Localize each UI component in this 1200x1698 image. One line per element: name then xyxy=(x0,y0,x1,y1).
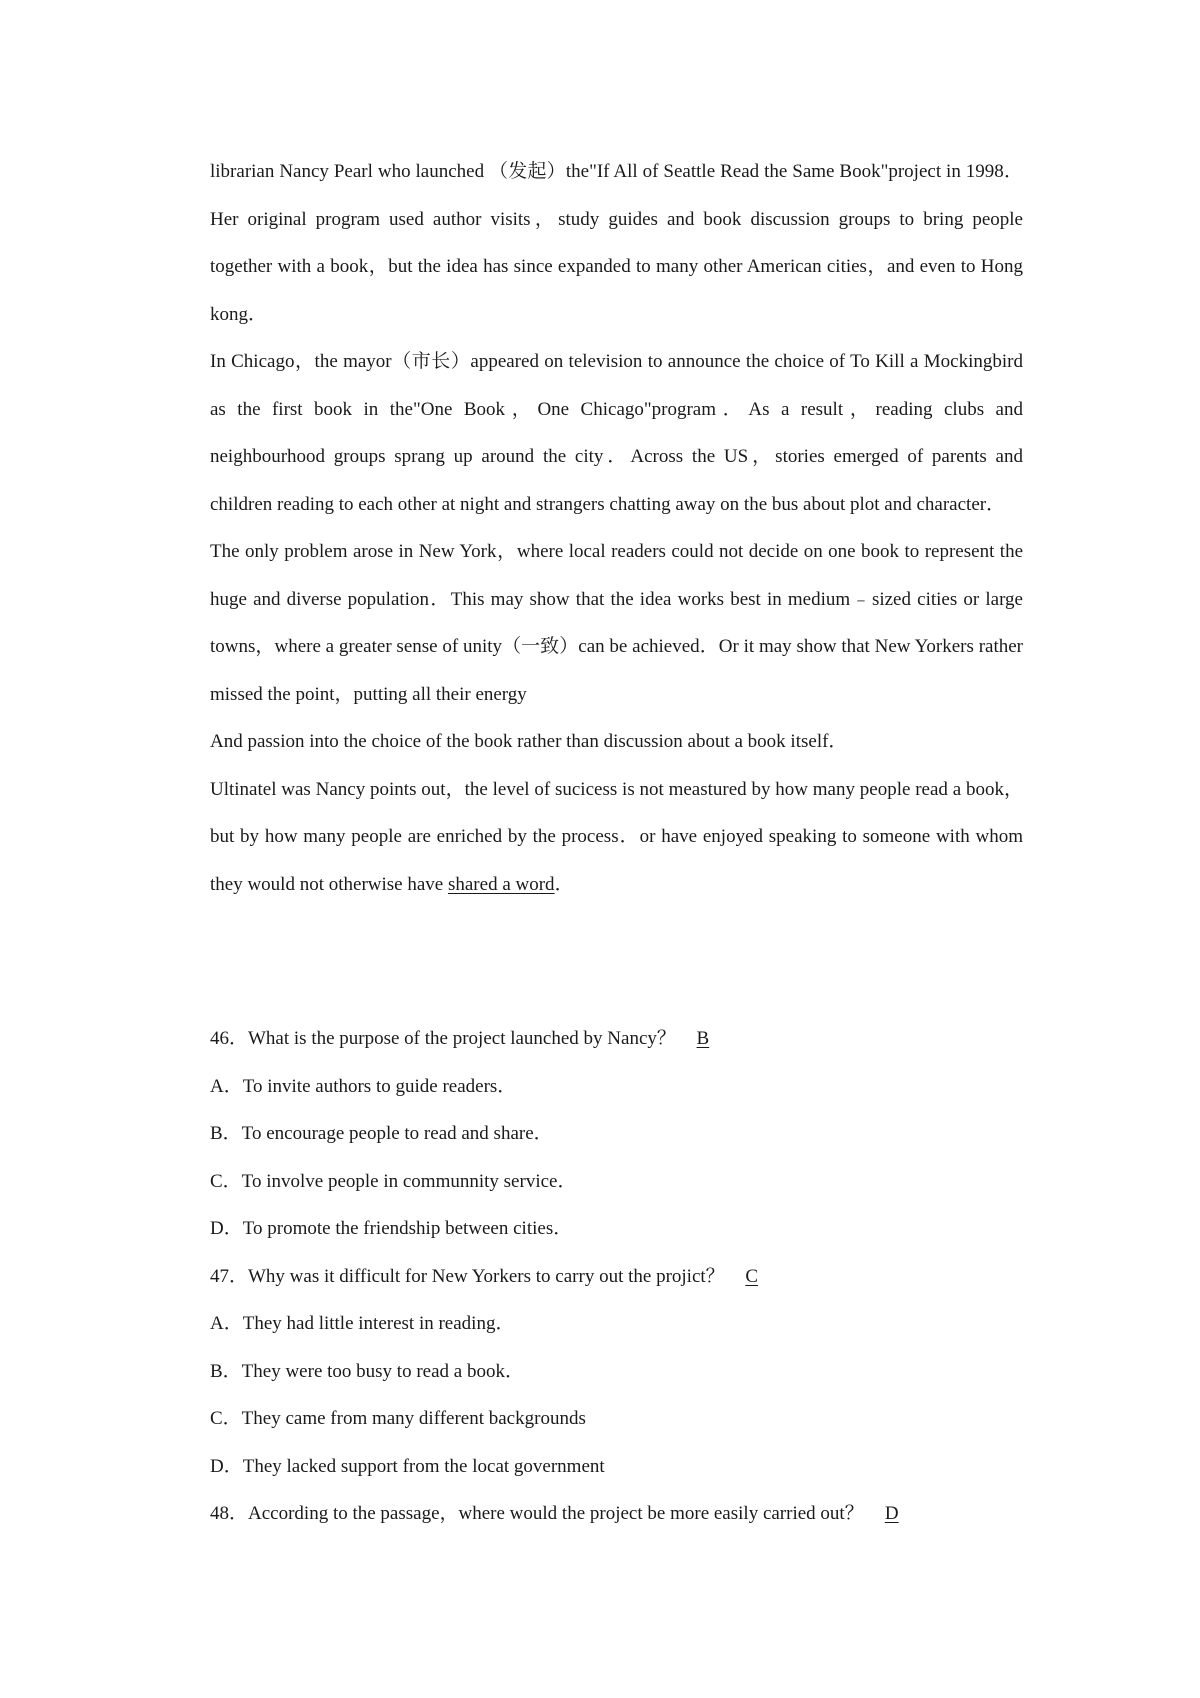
question-47 xyxy=(210,1253,1023,1491)
option-a: A．To invite authors to guide readers． xyxy=(210,1075,517,1097)
question-48 xyxy=(210,1490,1023,1538)
passage-paragraph-5 xyxy=(210,766,1023,909)
option-a: A．They had little interest in reading． xyxy=(210,1313,515,1334)
question-46 xyxy=(210,1015,1023,1253)
answer-blank: D xyxy=(884,1503,899,1524)
question-text: 47．Why was it difficult for New Yorkers to carry out the projict？ xyxy=(210,1265,725,1287)
option-d: D．To promote the friendship between cities． xyxy=(210,1218,573,1239)
option-c: C．They came from many different backgrounds xyxy=(210,1408,586,1429)
reading-passage xyxy=(210,148,1023,908)
passage-paragraph-2: In Chicago，the mayor（市长）appeared on television to announce the choice of To Kill a Mockingbird as the first book in the"One Book，One Chicago"program．As a result，reading clubs and neighbourhood groups sprang up around the city．Across the US，stories emerged of parents and children reading to each other at night and strangers chatting away on the bus about plot and character． xyxy=(210,351,1023,515)
passage-paragraph-3: The only problem arose in New York，where local readers could not decide on one book to represent the huge and diverse population．This may show that the idea works best in medium﹣sized cities or large towns，where a greater sense of unity（一致）can be achieved．Or it may show that New Yorkers rather missed the point，putting all their energy xyxy=(210,541,1023,705)
question-text: 46．What is the purpose of the project launched by Nancy？ xyxy=(210,1028,676,1049)
question-list xyxy=(210,1015,1023,1538)
passage-paragraph-4: And passion into the choice of the book rather than discussion about a book itself． xyxy=(210,731,848,752)
question-stem xyxy=(210,1253,1023,1301)
paragraph-5-end: ． xyxy=(554,873,574,895)
paragraph-5-text: Ultinatel was Nancy points out，the level of sucicess is not meastured by how many people read a book，but by how many people are enriched by the process．or have enjoyed speaking to someone with whom they would not otherwise have xyxy=(210,778,1023,895)
option-b: B．They were too busy to read a book． xyxy=(210,1360,524,1382)
option-b: B．To encourage people to read and share． xyxy=(210,1123,553,1144)
underlined-phrase: shared a word xyxy=(447,873,555,895)
passage-paragraph-1: librarian Nancy Pearl who launched （发起）the"If All of Seattle Read the Same Book"project in 1998．Her original program used author visits，study guides and book discussion groups to bring people together with a book，but the idea has since expanded to many other American cities，and even to Hong kong． xyxy=(210,161,1023,325)
question-stem xyxy=(210,1490,1023,1538)
question-text: 48．According to the passage，where would the project be more easily carried out？ xyxy=(210,1503,864,1524)
option-c: C．To involve people in communnity service． xyxy=(210,1170,577,1192)
question-stem xyxy=(210,1015,1023,1063)
answer-blank: C xyxy=(745,1265,759,1287)
answer-blank: B xyxy=(696,1028,710,1049)
option-d: D．They lacked support from the locat government xyxy=(210,1455,605,1477)
